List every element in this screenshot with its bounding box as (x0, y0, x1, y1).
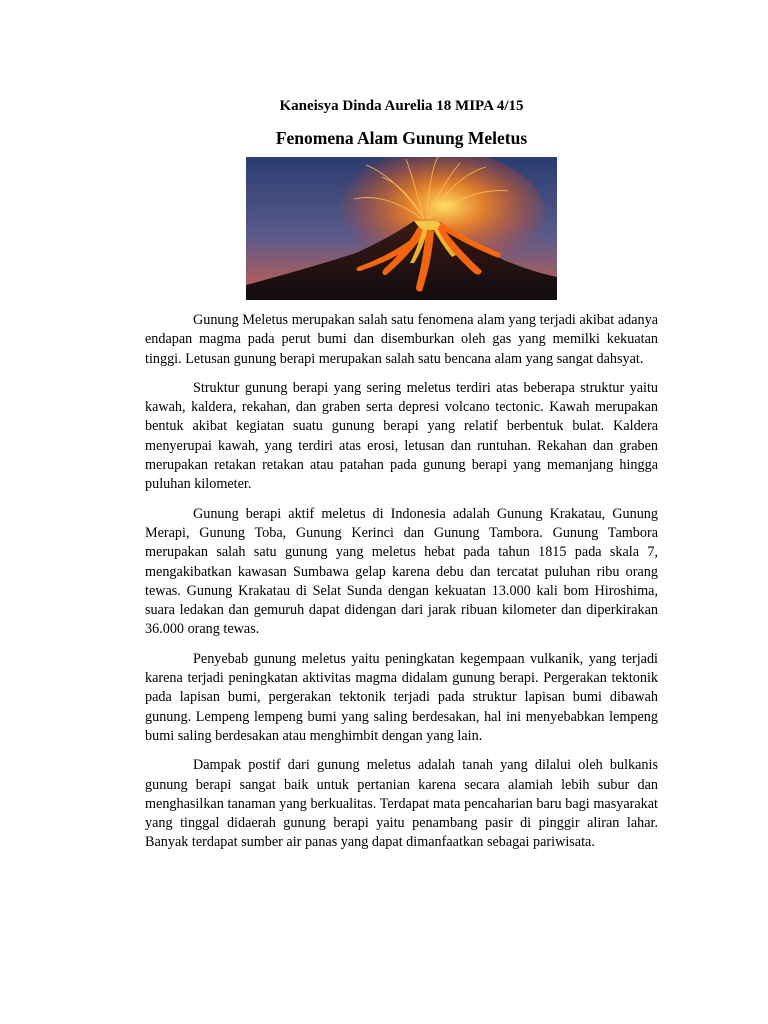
paragraph-5: Dampak postif dari gunung meletus adalah tanah yang dilalui oleh bulkanis gunung berapi sangat baik untuk pertanian karena secara alamiah lebih subur dan menghasilkan tanaman yang berkualitas. Terdapat mata pencaharian baru bagi masyarakat yang tinggal didaerah gunung berapi yaitu penambang pasir di pinggir aliran lahar. Banyak terdapat sumber air panas yang dapat dimanfaatkan sebagai pariwisata. (145, 757, 658, 851)
author-line: Kaneisya Dinda Aurelia 18 MIPA 4/15 (279, 98, 524, 114)
paragraph-1: Gunung Meletus merupakan salah satu fenomena alam yang terjadi akibat adanya endapan magma pada perut bumi dan disemburkan oleh gas yang memilki kekuatan tinggi. Letusan gunung berapi merupakan salah satu bencana alam yang sangat dahsyat. (145, 312, 658, 367)
paragraph-3: Gunung berapi aktif meletus di Indonesia adalah Gunung Krakatau, Gunung Merapi, Gunung Toba, Gunung Kerinci dan Gunung Tambora. Gunung Tambora merupakan salah satu gunung yang meletus hebat pada tahun 1815 pada skala 7, mengakibatkan kawasan Sumbawa gelap karena debu dan tercatat puluhan ribu orang tewas. Gunung Krakatau di Selat Sunda dengan kekuatan 13.000 kali bom Hiroshima, suara ledakan dan gemuruh dapat didengan dari jarak ribuan kilometer dan diperkirakan 36.000 orang tewas. (145, 505, 658, 638)
paragraph-4: Penyebab gunung meletus yaitu peningkatan kegempaan vulkanik, yang terjadi karena terjadi peningkatan aktivitas magma didalam gunung berapi. Pergerakan tektonik pada lapisan bumi, pergerakan tektonik terjadi pada struktur lapisan bumi dibawah gunung. Lempeng lempeng bumi yang saling berdesakan, hal ini menyebabkan lempeng bumi saling berdesakan atau menghimbit dengan yang lain. (145, 650, 658, 744)
volcano-eruption-image (246, 157, 557, 300)
paragraph-2: Struktur gunung berapi yang sering meletus terdiri atas beberapa struktur yaitu kawah, kaldera, rekahan, dan graben serta depresi volcano tectonic. Kawah merupakan bentuk akibat kegiatan suatu gunung berapi yang relatif berbentuk bulat. Kaldera menyerupai kawah, yang terdiri atas erosi, letusan dan runtuhan. Rekahan dan graben merupakan retakan retakan atau patahan pada gunung berapi yang memanjang hingga puluhan kilometer. (145, 379, 658, 493)
document-page (145, 96, 658, 863)
document-title: Fenomena Alam Gunung Meletus (275, 128, 528, 148)
